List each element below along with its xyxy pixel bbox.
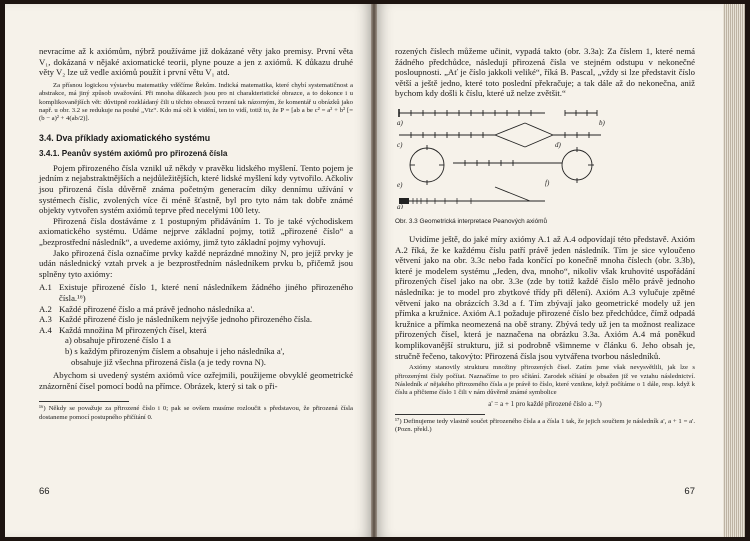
axiom-text: Každé přirozené číslo a má právě jednoho následníka a'. bbox=[59, 303, 255, 314]
successor-formula: a' = a + 1 pro každé přirozené číslo a. ¹⁷) bbox=[488, 399, 602, 408]
figure-label-b: b) bbox=[599, 118, 605, 127]
peano-figure bbox=[395, 105, 695, 209]
left-page bbox=[5, 4, 371, 537]
axiom-key: A.2 bbox=[39, 303, 52, 314]
axiom-item bbox=[39, 282, 353, 303]
axiom-item bbox=[39, 314, 353, 325]
right-top-paragraph: rozených číslech můžeme učinit, vypadá takto (obr. 3.3a): Za číslem 1, které nemá žádného předchůdce, následují přirozená čísla ve stejném odstupu v nekonečné posloupnosti. „Ať je číslo jakkoli veliké“, říká B. Pascal, „vždy si lze představit číslo větší a ještě jedno, které toto poslední překračuje; a tak dále až do nekonečna, aniž bychom kdy došli k číslu, které už nelze zvětšit.“ bbox=[395, 46, 695, 99]
axiom-item bbox=[39, 304, 353, 315]
axiom-text: Existuje přirozené číslo 1, které není následníkem žádného jiného přirozeného čísla.¹⁶) bbox=[59, 282, 353, 303]
right-paragraph-1: Uvidíme ještě, do jaké míry axiómy A.1 až A.4 odpovídají této představě. Axióm A.2 říká, že ke každému číslu patří právě jeden následník. Tím je sice vyloučeno větvení jako na obr. 3.3c nebo řada končící po konečně mnoha číslech (obr. 3.3b), které je modelem systému „Jeden, dva, mnoho“, nikoliv však kruhovité uspořádání přirozených čísel jako na obr. 3.3e (zde by totiž každé číslo mělo právě jednoho následníka: je to model pro zbytkové třídy při dělení). Axióm A.3 vylučuje zpětné větvení jako na obrázcích 3.3d a f. Tím zbývají jako geometrické modely už jen přímka a kružnice. Axióm A.1 požaduje přirozené číslo bez předchůdce, čímž odpadá kružnice a přímka neomezená na obě strany. Zbývá tedy už jen ta možnost realizace přirozených čísel, která je naznačena na obrázku 3.3a. Axióm A.4 má poněkud komplikovanější strukturu, již si podrobně všimneme v článku 6. Jeho obsah je, stručně řečeno, takovýto: Přirozená čísla jsou vytvářena tvorbou následníků. bbox=[395, 233, 695, 361]
axiom-text: Každá množina M přirozených čísel, která bbox=[59, 324, 207, 335]
page-edges bbox=[723, 4, 745, 537]
page-number-right: 67 bbox=[684, 486, 695, 497]
figure-label-f: f) bbox=[545, 178, 550, 187]
left-footnote: ¹⁶) Někdy se považuje za přirozené číslo i 0; pak se ovšem musíme rozloučit s představou, že přirozená čísla dostaneme pomocí postupného přičítání 0. bbox=[39, 405, 353, 421]
right-footnote: ¹⁷) Definujeme tedy vlastně součet přirozeného čísla a a čísla 1 tak, že jejich součtem je následník a', a + 1 = a'. (Pozn. překl.) bbox=[395, 417, 695, 434]
figure-label-e: e) bbox=[397, 180, 403, 189]
axiom-item bbox=[39, 325, 353, 336]
left-paragraph-2: Přirozená čísla dostáváme z 1 postupným přidáváním 1. To je také východiskem axiomatického systému. Udáme nejprve základní pojmy, totiž „přirozené číslo“ a „bezprostřední následník“, a uvedeme axiómy, jimž tyto základní pojmy vyhovují. bbox=[39, 215, 353, 247]
book-spread bbox=[5, 4, 745, 537]
figure-label-d: d) bbox=[555, 140, 561, 149]
section-title: 3.4. Dva příklady axiomatického systému bbox=[39, 132, 211, 143]
figure-label-a: a) bbox=[397, 118, 403, 127]
right-small-paragraph: Axiómy stanovily strukturu množiny přirozených čísel. Zatím jsme však nevysvětlili, jak lze s přirozenými čísly počítat. Naznačíme to pro sčítání. Zarodek sčítání je obsažen již ve vztahu následnictví. Následník a' nějakého přirozeného čísla a je právě to číslo, které vznikne, když počítáme o 1 dále, resp. když k číslu a přičteme číslo 1 čili v nám důvěrně známé symbolice bbox=[395, 364, 695, 397]
axiom-4-conclusion: obsahuje již všechna přirozená čísla (a je tedy rovna N). bbox=[71, 356, 266, 367]
figure-label-c: c) bbox=[397, 140, 403, 149]
circle-e bbox=[410, 148, 444, 182]
axiom-list bbox=[39, 282, 353, 367]
page-number-left: 66 bbox=[39, 486, 50, 497]
figure-caption: Obr. 3.3 Geometrická interpretace Peanových axiómů bbox=[395, 217, 548, 225]
axiom-4-condition-b: b) s každým přirozeným číslem a obsahuje i jeho následníka a', bbox=[65, 345, 285, 356]
subsection-title: 3.4.1. Peanův systém axiómů pro přirozená čísla bbox=[39, 148, 228, 158]
axiom-4-condition-a: a) obsahuje přirozené číslo 1 a bbox=[65, 335, 171, 346]
left-small-paragraph: Za přísnou logickou výstavbu matematiky vděčíme Řekům. Indická matematika, které chybí systematičnost a abstrakce, má jiný způsob uvažování. Při mnoha důkazech jsou pro ni charakteristické obrazce, a to dokonce i u komplikovanějších vět: důvtipně rozkládaný čili u těchto obrazců tvrzení tak názorným, že komentář u obrázků jako např. u obr. 3.2 se redukuje na pouhé „Viz“. Kdo má oči k vidění, ten to vidí, totiž to, že P = [ab a be c² = a² + b² [= (b − a)² + 4(ab/2)]. bbox=[39, 81, 353, 123]
left-page-content bbox=[39, 46, 353, 422]
circle-f bbox=[562, 150, 592, 180]
left-top-paragraph: nevracíme až k axiómům, nýbrž používáme již dokázané věty jako premisy. První věta V₁, dokázaná v nějaké axiomatické teorii, plyne pouze a jen z axiómů. K důkazu druhé věty V₂ lze už vedle axiómů použít i první větu V₁ atd. bbox=[39, 46, 353, 78]
right-page bbox=[377, 4, 723, 537]
axiom-key: A.4 bbox=[39, 324, 52, 335]
axiom-text: Každé přirozené číslo je následníkem nejvýše jednoho přirozeného čísla. bbox=[59, 314, 313, 325]
left-paragraph-3: Jako přirozená čísla označíme prvky každé neprázdné množiny N, pro jejíž prvky je udán následnický vztah prvek a je bezprostředním následníkem prvku b, přičemž jsou splněny tyto axiómy: bbox=[39, 247, 353, 279]
axiom-key: A.1 bbox=[39, 282, 52, 293]
footnote-rule bbox=[39, 401, 129, 402]
left-paragraph-4: Abychom si uvedený systém axiómů více ozřejmili, použijeme obvyklé geometrické znázornění čísel pomocí bodů na přímce. Obrázek, který si tak o při- bbox=[39, 370, 353, 391]
left-paragraph-1: Pojem přirozeného čísla vznikl už někdy v pravěku lidského myšlení. Tento pojem je jedním z nejabstraktnějších a nejdůležitějších, které lidské myšlení kdy vytvořilo. Ačkoliv jsou přirozená čísla důvěrně známa početným generacím díky dennímu užívání v systémech číslic, zvolených více či méně šťastně, byl pro tyto nám tak dobře známé objekty vytvořen systém axiómů teprve před necelými 100 lety. bbox=[39, 162, 353, 216]
axiom-key: A.3 bbox=[39, 314, 52, 325]
footnote-rule bbox=[395, 414, 485, 415]
figure-label-g: g) bbox=[397, 202, 403, 209]
right-page-content bbox=[395, 46, 695, 435]
